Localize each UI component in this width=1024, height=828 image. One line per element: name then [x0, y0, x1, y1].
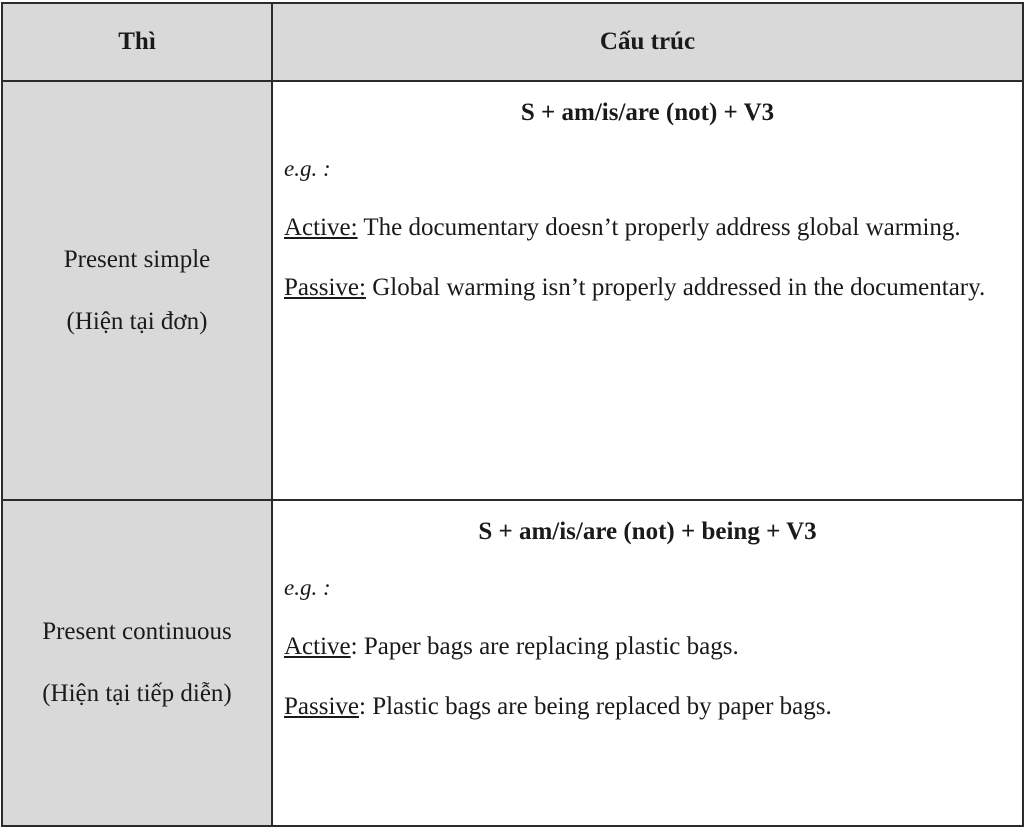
- active-sentence: The documentary doesn’t properly address global warming.: [357, 214, 961, 242]
- example-label: e.g. :: [284, 156, 331, 182]
- tense-name-vi: (Hiện tại tiếp diễn): [42, 680, 232, 708]
- active-label: Active:: [284, 214, 358, 242]
- header-structure: Cấu trúc: [272, 3, 1023, 81]
- structure-cell: [272, 81, 1023, 500]
- example-label: e.g. :: [284, 575, 331, 601]
- passive-example: [284, 683, 1022, 731]
- passive-example: [284, 264, 1022, 312]
- tense-name-en: Present simple: [63, 245, 211, 273]
- table-row: [2, 500, 1023, 826]
- header-tense: Thì: [2, 3, 272, 81]
- grammar-table: [1, 2, 1024, 827]
- formula: S + am/is/are (not) + being + V3: [478, 518, 817, 546]
- table-row: [2, 81, 1023, 500]
- tense-name-en: Present continuous: [42, 618, 232, 646]
- tense-cell: [2, 81, 272, 500]
- structure-cell: [272, 500, 1023, 826]
- active-example: [284, 623, 1022, 671]
- active-label: Active: [284, 633, 351, 661]
- tense-cell: [2, 500, 272, 826]
- tense-name-vi: (Hiện tại đơn): [66, 307, 208, 335]
- passive-sentence: : Plastic bags are being replaced by paper bags.: [359, 693, 832, 721]
- passive-label: Passive: [284, 693, 359, 721]
- passive-label: Passive:: [284, 274, 366, 302]
- formula: S + am/is/are (not) + V3: [520, 99, 775, 127]
- table-header-row: [2, 3, 1023, 81]
- active-example: [284, 204, 1022, 252]
- active-sentence: : Paper bags are replacing plastic bags.: [350, 633, 739, 661]
- passive-sentence: Global warming isn’t properly addressed in the documentary.: [365, 274, 986, 302]
